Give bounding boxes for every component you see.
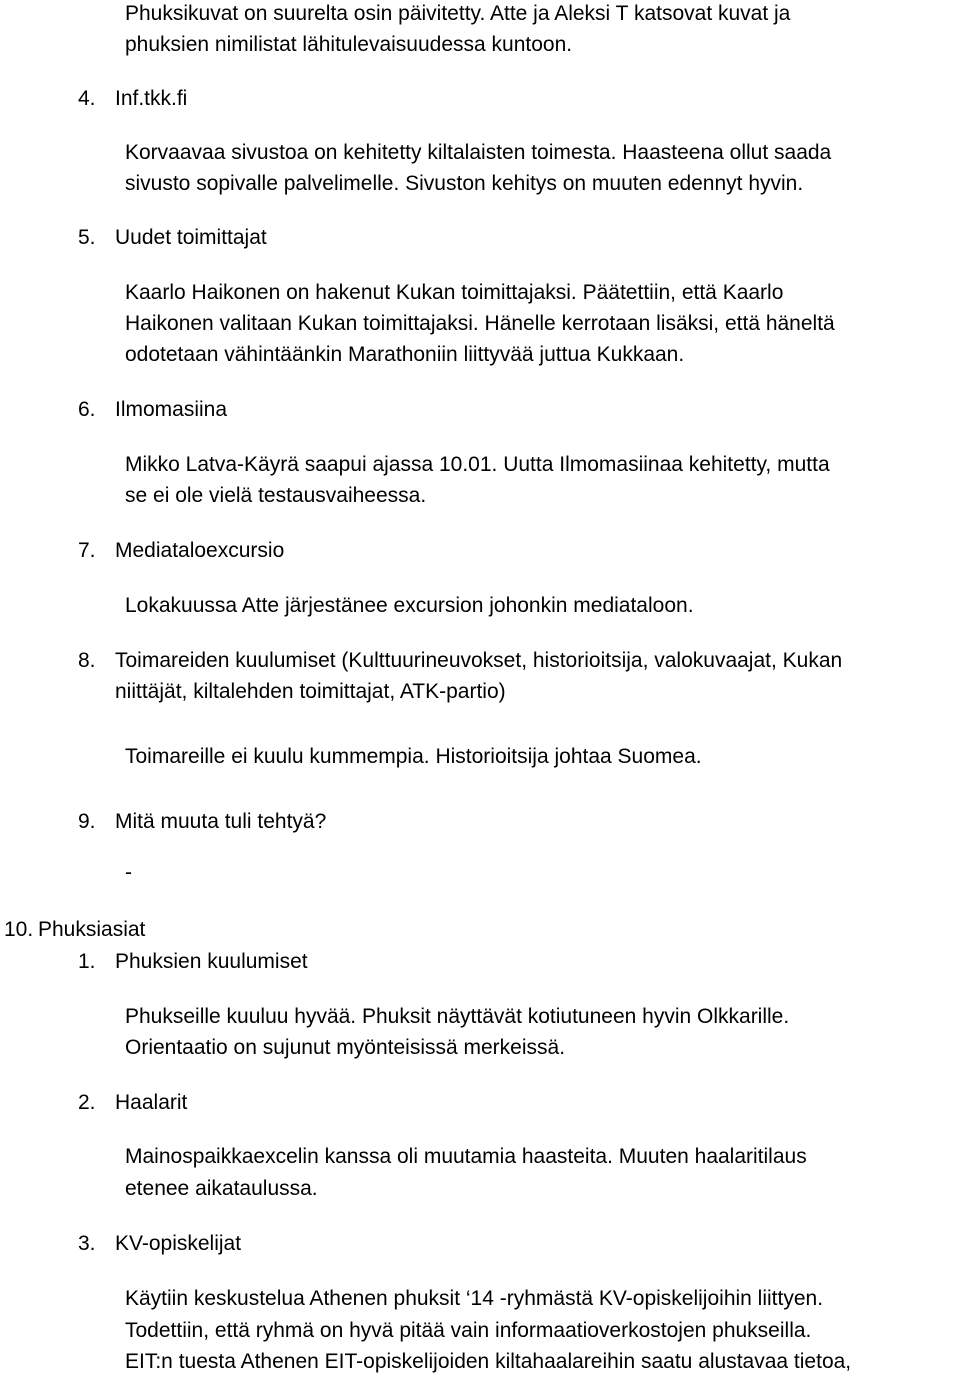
item-heading: Ilmomasiina <box>115 398 228 421</box>
paragraph-line: Lokakuussa Atte järjestänee excursion johonkin mediataloon. <box>125 594 694 617</box>
subitem-number: 3. <box>78 1232 96 1255</box>
paragraph-line: sivusto sopivalle palvelimelle. Sivuston kehitys on muuten edennyt hyvin. <box>125 172 804 195</box>
paragraph-line: Phukseille kuuluu hyvää. Phuksit näyttävät kotiutuneen hyvin Olkkarille. <box>125 1005 790 1028</box>
paragraph-line: Mikko Latva-Käyrä saapui ajassa 10.01. Uutta Ilmomasiinaa kehitetty, mutta <box>125 453 830 476</box>
item-number: 5. <box>78 226 96 249</box>
item-number: 7. <box>78 539 96 562</box>
paragraph-line: EIT:n tuesta Athenen EIT-opiskelijoiden kiltahaalareihin saatu alustavaa tietoa, <box>125 1350 852 1373</box>
paragraph-line: phuksien nimilistat lähitulevaisuudessa kuntoon. <box>125 33 573 56</box>
section-heading: Phuksiasiat <box>38 918 146 941</box>
paragraph-line: Orientaatio on sujunut myönteisissä merkeissä. <box>125 1036 566 1059</box>
subitem-number: 1. <box>78 950 96 973</box>
subitem-number: 2. <box>78 1091 96 1114</box>
paragraph-line: Mainospaikkaexcelin kanssa oli muutamia haasteita. Muuten haalaritilaus <box>125 1145 807 1168</box>
item-heading: Toimareiden kuulumiset (Kulttuurineuvokset, historioitsija, valokuvaajat, Kukan <box>115 649 843 672</box>
item-number: 8. <box>78 649 96 672</box>
paragraph-line: se ei ole vielä testausvaiheessa. <box>125 484 427 507</box>
paragraph-line: Todettiin, että ryhmä on hyvä pitää vain informaatioverkostojen phukseilla. <box>125 1319 812 1342</box>
paragraph-line: Käytiin keskustelua Athenen phuksit ‘14 -ryhmästä KV-opiskelijoihin liittyen. <box>125 1287 824 1310</box>
item-heading: Uudet toimittajat <box>115 226 267 249</box>
item-heading: Inf.tkk.fi <box>115 87 188 110</box>
subitem-heading: Phuksien kuulumiset <box>115 950 308 973</box>
paragraph-line: Haikonen valitaan Kukan toimittajaksi. Hänelle kerrotaan lisäksi, että häneltä <box>125 312 835 335</box>
item-number: 4. <box>78 87 96 110</box>
paragraph-line: Korvaavaa sivustoa on kehitetty kiltalaisten toimesta. Haasteena ollut saada <box>125 141 832 164</box>
item-heading: Mitä muuta tuli tehtyä? <box>115 810 327 833</box>
subitem-heading: Haalarit <box>115 1091 188 1114</box>
item-number: 6. <box>78 398 96 421</box>
item-heading: niittäjät, kiltalehden toimittajat, ATK-partio) <box>115 680 506 703</box>
paragraph-line: odotetaan vähintäänkin Marathoniin liittyvää juttua Kukkaan. <box>125 343 685 366</box>
subitem-heading: KV-opiskelijat <box>115 1232 242 1255</box>
item-number: 9. <box>78 810 96 833</box>
paragraph-line: Toimareille ei kuulu kummempia. Historioitsija johtaa Suomea. <box>125 745 702 768</box>
paragraph-line: Phuksikuvat on suurelta osin päivitetty. Atte ja Aleksi T katsovat kuvat ja <box>125 2 791 25</box>
paragraph-line: Kaarlo Haikonen on hakenut Kukan toimittajaksi. Päätettiin, että Kaarlo <box>125 281 784 304</box>
section-number: 10. <box>4 918 34 941</box>
item-heading: Mediataloexcursio <box>115 539 285 562</box>
paragraph-line: etenee aikataulussa. <box>125 1177 318 1200</box>
paragraph-line: - <box>125 861 132 884</box>
